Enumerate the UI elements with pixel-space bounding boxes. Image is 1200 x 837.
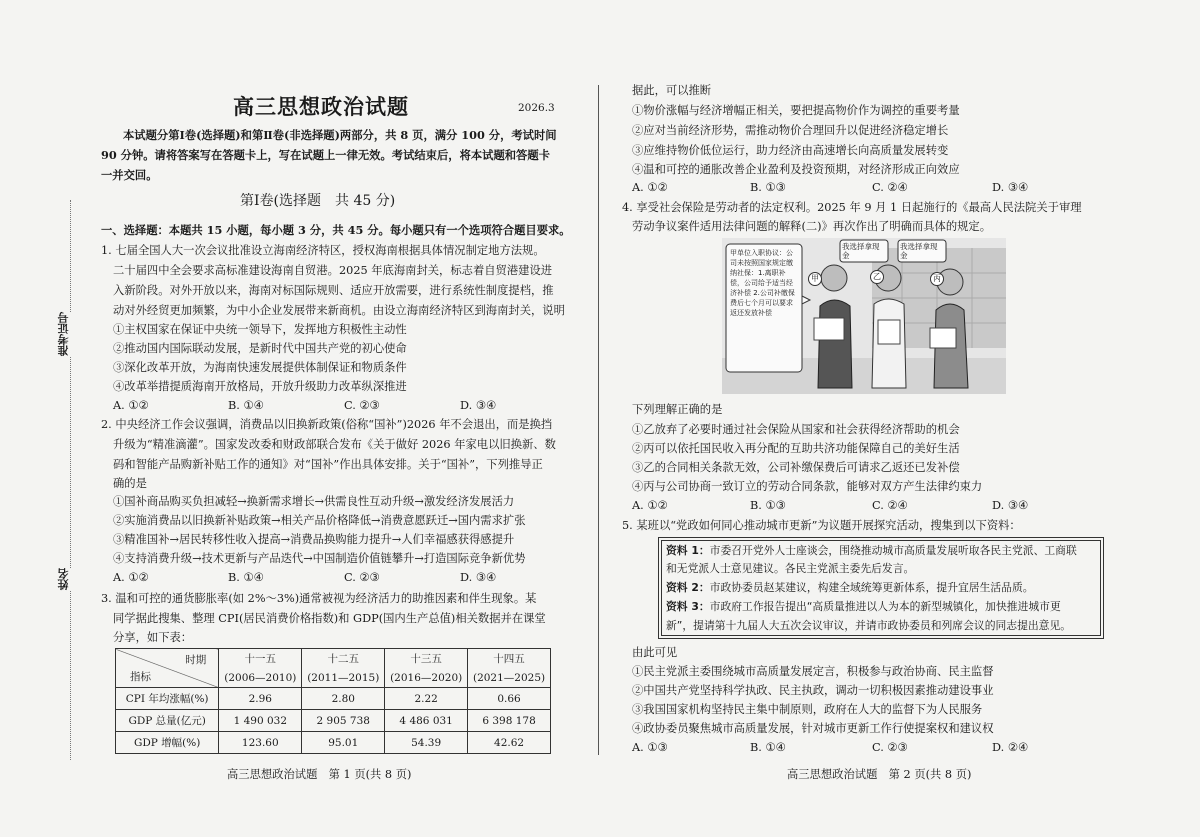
q4-option-b[interactable]: B. ①③	[750, 499, 786, 512]
q5-item: ②中国共产党坚持科学执政、民主执政，调动一切积极因素推动建设事业	[632, 684, 994, 697]
speech-bubble-b: 我选择拿现金	[842, 242, 880, 260]
column-header: 十一五	[219, 649, 302, 669]
table-cell: 2 905 738	[302, 710, 385, 732]
q1-option-b[interactable]: B. ①④	[228, 399, 264, 412]
table-diagonal-header	[116, 649, 219, 688]
material-label: 资料 1：	[666, 544, 710, 557]
cpi-gdp-table	[115, 648, 551, 754]
q4-stem: 劳动争议案件适用法律问题的解释(二)》再次作出了明确而具体的规定。	[632, 220, 992, 233]
section-title: 第Ⅰ卷(选择题 共 45 分)	[240, 193, 396, 209]
q4-illustration	[722, 238, 1006, 394]
q4-option-d[interactable]: D. ③④	[992, 499, 1029, 512]
q5-stem: 5. 某班以“党政如何同心推动城市更新”为议题开展探究活动，搜集到以下资料：	[622, 519, 1021, 532]
column-header: 十四五	[468, 649, 551, 669]
contract-note: 甲单位入职协议：公司未按照国家规定缴纳社保：1.离职补偿，公司给予适当经济补偿 2.公司补缴保费后七个月可以要求返还发放补偿	[730, 249, 795, 317]
row-label: CPI 年均涨幅(%)	[116, 688, 219, 710]
column-years: (2021—2025)	[468, 668, 551, 688]
q4-option-a[interactable]: A. ①②	[632, 499, 668, 512]
q3-stem: 同学据此搜集、整理 CPI(居民消费价格指数)和 GDP(国内生产总值)相关数据并在课堂	[113, 612, 546, 625]
q4-options	[632, 498, 1052, 514]
name-label: 姓名	[57, 568, 70, 590]
q2-option-c[interactable]: C. ②③	[344, 571, 380, 584]
q3-item: ②应对当前经济形势，需推动物价合理回升以促进经济稳定增长	[632, 124, 949, 137]
q1-item: ④改革举措提质海南开放格局，开放升级助力改革纵深推进	[113, 380, 407, 393]
table-cell: 95.01	[302, 732, 385, 754]
q1-item: ②推动国内国际联动发展，是新时代中国共产党的初心使命	[113, 342, 407, 355]
column-years: (2011—2015)	[302, 668, 385, 688]
q5-lead: 由此可见	[632, 646, 678, 659]
instruction-line: 90 分钟。请将答案写在答题卡上，写在试题上一律无效。考试结束后，将本试题和答题卡	[101, 148, 550, 162]
row-label: GDP 增幅(%)	[116, 732, 219, 754]
q5-item: ④政协委员聚焦城市高质量发展，针对城市更新工作行使提案权和建议权	[632, 722, 994, 735]
q1-option-c[interactable]: C. ②③	[344, 399, 380, 412]
q2-option-d[interactable]: D. ③④	[460, 571, 497, 584]
table-row	[116, 688, 551, 710]
table-row	[116, 710, 551, 732]
q3-options	[632, 180, 1052, 196]
section-intro: 一、选择题：本题共 15 小题，每小题 3 分，共 45 分。每小题只有一个选项符合题目要求。	[101, 223, 571, 237]
q3-stem: 3. 温和可控的通货膨胀率(如 2%～3%)通常被视为经济活力的助推因素和伴生现象。某	[101, 592, 537, 605]
table-cell: 6 398 178	[468, 710, 551, 732]
q2-stem: 升级为“精准滴灌”。国家发改委和财政部联合发布《关于做好 2026 年家电以旧换新、数	[113, 438, 556, 451]
column-header: 十二五	[302, 649, 385, 669]
material-text: 市委召开党外人士座谈会，围绕推动城市高质量发展听取各民主党派、工商联	[709, 544, 1077, 557]
q5-options	[632, 740, 1052, 756]
page1-footer: 高三思想政治试题 第 1 页(共 8 页)	[227, 768, 412, 781]
q5-option-b[interactable]: B. ①④	[750, 741, 786, 754]
material-line	[666, 559, 914, 578]
q5-option-a[interactable]: A. ①③	[632, 741, 668, 754]
person-tag-a: 甲	[808, 272, 822, 286]
q4-item: ③乙的合同相关条款无效，公司补缴保费后可请求乙返还已发补偿	[632, 461, 960, 474]
exam-title: 高三思想政治试题	[233, 95, 409, 119]
person-tag-c: 丙	[930, 272, 944, 286]
q4-item: ②丙可以依托国民收入再分配的互助共济功能保障自己的美好生活	[632, 442, 960, 455]
material-line	[666, 541, 1077, 560]
table-cell: 1 490 032	[219, 710, 302, 732]
q2-item: ④支持消费升级→技术更新与产品迭代→中国制造价值链攀升→打造国际竞争新优势	[113, 552, 526, 565]
header-period: 时期	[185, 654, 207, 666]
material-line	[666, 578, 1034, 597]
q4-lead: 下列理解正确的是	[632, 403, 723, 416]
q1-stem: 动对外经贸更加频繁，为中小企业发展带来新商机。由设立海南经济特区到海南封关，说明	[113, 304, 565, 317]
q1-item: ①主权国家在保证中央统一领导下，发挥地方积极性主动性	[113, 323, 407, 336]
q5-item: ③我国国家机构坚持民主集中制原则，政府在人大的监督下为人民服务	[632, 703, 983, 716]
q1-stem: 1. 七届全国人大一次会议批准设立海南经济特区，授权海南根据具体情况制定地方法规。	[101, 244, 545, 257]
q2-item: ①国补商品购买负担减轻→换新需求增长→供需良性互动升级→激发经济发展活力	[113, 495, 515, 508]
q3-option-d[interactable]: D. ③④	[992, 181, 1029, 194]
exam-id-label: 准考证号	[57, 312, 70, 356]
header-indicator: 指标	[130, 671, 151, 683]
page2-footer: 高三思想政治试题 第 2 页(共 8 页)	[787, 768, 972, 781]
q4-option-c[interactable]: C. ②④	[872, 499, 908, 512]
column-header: 十三五	[385, 649, 468, 669]
exam-date: 2026.3	[518, 102, 555, 114]
q3-item: ④温和可控的通胀改善企业盈利及投资预期，对经济形成正向效应	[632, 163, 960, 176]
instruction-line: 本试题分第Ⅰ卷(选择题)和第Ⅱ卷(非选择题)两部分，共 8 页，满分 100 分，考试时间	[123, 128, 557, 142]
table-cell: 54.39	[385, 732, 468, 754]
table-cell: 2.80	[302, 688, 385, 710]
table-cell: 2.96	[219, 688, 302, 710]
q2-stem: 确的是	[113, 477, 147, 490]
table-cell: 4 486 031	[385, 710, 468, 732]
q2-stem: 码和智能产品购新补贴工作的通知》对“国补”作出具体安排。关于“国补”，下列推导正	[113, 458, 543, 471]
speech-bubble-c: 我选择拿现金	[900, 242, 938, 260]
q3-option-b[interactable]: B. ①③	[750, 181, 786, 194]
column-years: (2006—2010)	[219, 668, 302, 688]
column-years: (2016—2020)	[385, 668, 468, 688]
material-text: 市政府工作报告提出“高质量推进以人为本的新型城镇化，加快推进城市更	[709, 600, 1061, 613]
material-text: 新”，提请第十九届人大五次会议审议，并请市政协委员和列席会议的同志提出意见。	[666, 619, 1072, 632]
q5-option-c[interactable]: C. ②③	[872, 741, 908, 754]
q4-item: ④丙与公司协商一致订立的劳动合同条款，能够对双方产生法律约束力	[632, 480, 983, 493]
table-row	[116, 732, 551, 754]
table-cell: 2.22	[385, 688, 468, 710]
material-label: 资料 3：	[666, 600, 710, 613]
q3-option-a[interactable]: A. ①②	[632, 181, 668, 194]
q4-item: ①乙放弃了必要时通过社会保险从国家和社会获得经济帮助的机会	[632, 423, 960, 436]
table-cell: 123.60	[219, 732, 302, 754]
material-label: 资料 2：	[666, 581, 710, 594]
material-text: 和无党派人士意见建议。各民主党派主委先后发言。	[666, 562, 915, 575]
q3-item: ①物价涨幅与经济增幅正相关，要把提高物价作为调控的重要考量	[632, 104, 960, 117]
q3-stem: 分享，如下表：	[113, 631, 193, 644]
q3-item: ③应维持物价低位运行，助力经济由高速增长向高质量发展转变	[632, 144, 949, 157]
q1-stem: 入新阶段。对外开放以来，海南对标国际规则、适应开放需要，进行系统性制度提档，推	[113, 284, 554, 297]
person-tag-b: 乙	[870, 270, 884, 284]
q2-stem: 2. 中央经济工作会议强调，消费品以旧换新政策(俗称“国补”)2026 年不会退出，而是换挡	[101, 418, 553, 431]
q1-option-a[interactable]: A. ①②	[113, 399, 149, 412]
instruction-line: 一并交回。	[101, 168, 158, 182]
binding-line	[70, 200, 71, 760]
material-line	[666, 597, 1061, 616]
table-cell: 0.66	[468, 688, 551, 710]
q1-stem: 二十届四中全会要求高标准建设海南自贸港。2025 年底海南封关，标志着自贸港建设进	[113, 264, 553, 277]
q4-stem: 4. 享受社会保险是劳动者的法定权利。2025 年 9 月 1 日起施行的《最高人民法院关于审理	[622, 201, 1082, 214]
q2-option-a[interactable]: A. ①②	[113, 571, 149, 584]
table-cell: 42.62	[468, 732, 551, 754]
q5-item: ①民主党派主委围绕城市高质量发展定言，积极参与政治协商、民主监督	[632, 665, 994, 678]
q2-item: ③精准国补→居民转移性收入提高→消费品换购能力提升→人们幸福感获得感提升	[113, 533, 515, 546]
page-divider	[598, 85, 599, 755]
row-label: GDP 总量(亿元)	[116, 710, 219, 732]
material-text: 市政协委员赵某建议，构建全域统筹更新体系，提升宜居生活品质。	[709, 581, 1034, 594]
q2-option-b[interactable]: B. ①④	[228, 571, 264, 584]
q1-option-d[interactable]: D. ③④	[460, 399, 497, 412]
q2-options	[113, 570, 513, 586]
q2-item: ②实施消费品以旧换新补贴政策→相关产品价格降低→消费意愿跃迁→国内需求扩张	[113, 514, 526, 527]
q5-option-d[interactable]: D. ②④	[992, 741, 1029, 754]
q1-item: ③深化改革开放，为海南快速发展提供体制保证和物质条件	[113, 361, 407, 374]
q1-options	[113, 398, 513, 414]
q3-option-c[interactable]: C. ②④	[872, 181, 908, 194]
q3-conclusion-lead: 据此，可以推断	[632, 84, 712, 97]
material-line	[666, 616, 1071, 635]
q5-materials-box	[661, 540, 1101, 636]
